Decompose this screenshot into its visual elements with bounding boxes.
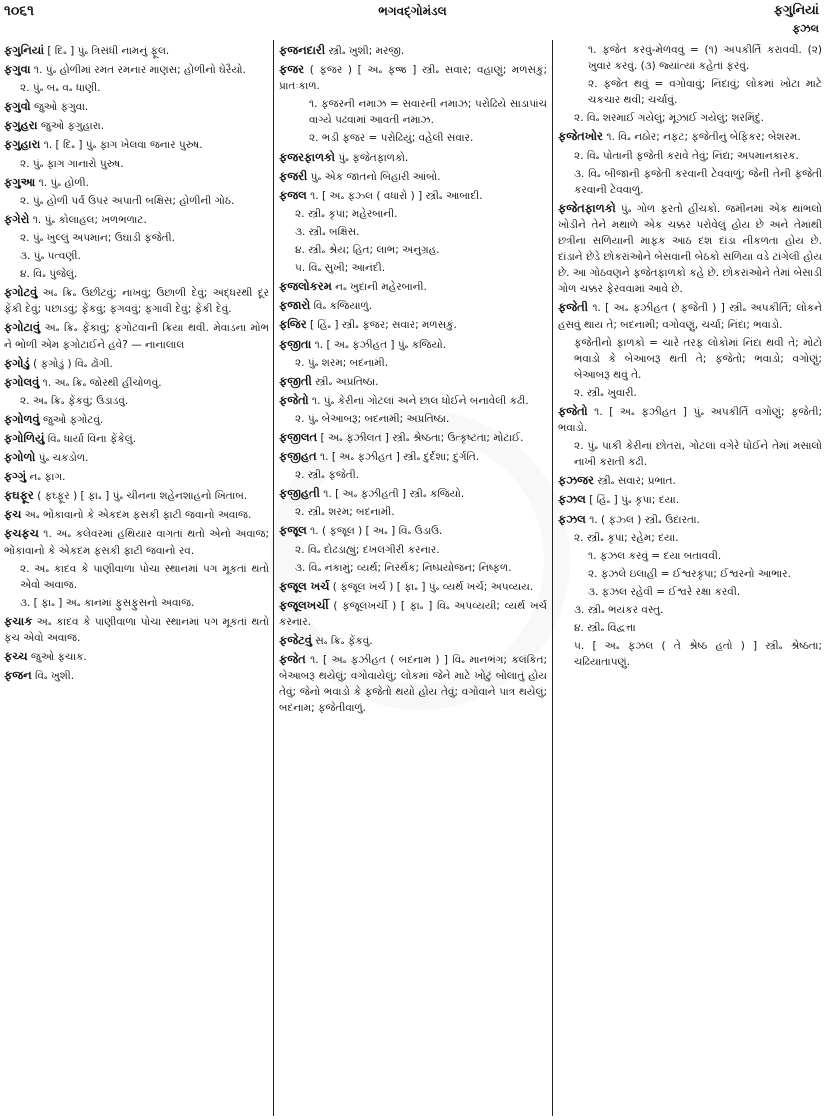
definition-text: ન૰ ફાગ. [26, 471, 66, 484]
entry-sense [4, 230, 269, 246]
headword: ફજેતખોર [558, 129, 603, 144]
headword: ફગોલવું [4, 374, 40, 389]
definition-text: ૧. અ૰ ક્રિ૰ જોરથી હીંચોળવું. [39, 376, 162, 389]
dictionary-entry [4, 319, 269, 352]
definition-text: ૪. વિ૰ પુંજેલું. [20, 268, 78, 281]
definition-text: ૨. પું૰ બ૰ વ૰ ધાણી. [20, 82, 101, 95]
definition-text: અ૰ ક્રિ૰ ફેંકાવું; ફગોટવાની ક્રિયા થવી. મેવાડના મોભ ને ભોળી એમ ફગોટાઈને હવે? — નાનાલાલ [4, 322, 269, 351]
definition-text: [ અ૰ ફઝીલત ] સ્ત્રી૰ શ્રેષ્ઠતા; ઉત્કૃષ્ટતા; મોટાઈ. [317, 431, 524, 444]
definition-text: ૩. પું૰ પત્વણી. [20, 250, 81, 263]
entry-sense [558, 620, 822, 636]
entry-sense [279, 206, 547, 222]
guide-word-sub: ફઝલ [792, 22, 819, 35]
entry-sense [558, 385, 822, 401]
definition-text: ૧. પું૰ હોળી. [35, 176, 89, 189]
definition-text: ૪. સ્ત્રી૰ વિદ્વત્તા [574, 622, 636, 635]
entry-sense [279, 96, 547, 128]
headword: ફગુનિયાં [4, 43, 45, 57]
headword: ફજારો [279, 298, 311, 313]
definition-text: ૧. પું૰ કેરીનાં ગોટલાં અને છાલ ધોઈને બનાવેલી કઢી. [308, 394, 529, 407]
definition-text: ૨. પું૰ ખુલ્લું અપમાન; ઉઘાડી ફજેતી. [20, 231, 175, 244]
headword: ફજીહત [279, 449, 317, 464]
entry-sense [4, 595, 269, 611]
dictionary-entry [4, 487, 269, 504]
dictionary-entry [4, 98, 269, 115]
definition-text: જુઓ ફગુહારા. [37, 120, 105, 133]
definition-text: [ દિ૰ ] પું૰ ત્રિસંધી નામનું ફૂલ. [44, 45, 170, 57]
definition-text: ૩. સ્ત્રી૰ ભયંકર વસ્તુ. [574, 604, 664, 616]
definition-text: ૪. સ્ત્રી૰ શ્રેય; હિત; લાભ; અનુગ્રહ. [295, 244, 440, 257]
dictionary-entry [4, 411, 269, 428]
headword: ફજલ [279, 187, 307, 202]
headword: ફગોટવું [4, 285, 38, 300]
dictionary-entry [4, 42, 269, 59]
dictionary-entry [279, 168, 547, 185]
definition-text: ૧. ફઝલ કરવું = દયા બતાવવી. [588, 549, 722, 562]
definition-text: ૨. સ્ત્રી૰ શરમ; બદનામી. [295, 506, 395, 519]
entry-sense [279, 504, 547, 520]
headword: ફજર [279, 62, 305, 77]
dictionary-entry [279, 651, 547, 716]
definition-text: જુઓ ફચાક. [27, 651, 87, 664]
dictionary-entry [4, 117, 269, 134]
dictionary-entry [279, 336, 547, 353]
entry-sense [279, 224, 547, 240]
definition-text: ૩. વિ૰ નકામું; વ્યર્થ; નિરર્થક; નિષ્પ્રયોજન; નિષ્ફળ. [295, 561, 512, 574]
column-divider [552, 40, 553, 1116]
definition-text: વિ૰ કજિયાળું. [310, 300, 373, 313]
definition-text: ૨. પું૰ પાકી કેરીનાં છોતરાં, ગોટલાં વગેરે ધોઈને તેમાં મસાલો નાખી કરાતી કઢી. [574, 440, 822, 469]
entry-sense [279, 560, 547, 576]
entry-sense [558, 602, 822, 618]
definition-text: અ૰ ભોંકાવાનો કે એકદમ ફસકી ફાટી જવાનો અવાજ. [21, 509, 252, 522]
dictionary-entry [279, 297, 547, 314]
dictionary-entry [279, 149, 547, 166]
headword: ફજેતો [558, 403, 588, 418]
definition-text: ૨. સ્ત્રી૰ ફજેતી. [295, 469, 360, 482]
definition-text: ૨. પું૰ બેઆબરૂ; બદનામી; અપ્રતિષ્ઠા. [295, 412, 450, 425]
headword: ફઝલ [558, 492, 586, 507]
definition-text: ૨. અ૰ ક્રિ૰ ફેંકવું; ઉડાડવું. [20, 394, 129, 407]
entry-sense [558, 638, 822, 670]
definition-text: ૨. ફજેત થવું = વગોવાવું; નિંદાવું; લોકમાં ખોટા માટે ચકચાર થવી; ચર્ચાવું. [588, 78, 822, 107]
definition-text: [ હિં૰ ] સ્ત્રી૰ ફજર; સવાર; મળસકું. [306, 319, 457, 332]
definition-text: ૩. [ ફા૰ ] અ૰ કાનમાં ફુસફુસનો અવાજ. [20, 596, 195, 609]
definition-text: ૧. પું૰ હોળીમાં રમત રમનાર માણસ; હોળીનો ઘેરૈયો. [30, 64, 246, 77]
headword: ફગ્ગું [4, 469, 27, 484]
dictionary-entry [558, 511, 822, 528]
definition-text: ૫. [ અ૰ ફઝલ ( તે શ્રેષ્ઠ હતો ) ] સ્ત્રી૰ શ્રેષ્ઠતા; ચઢિયાતાપણું. [574, 640, 822, 669]
definition-text: જુઓ ફગોટવું. [39, 413, 104, 426]
dictionary-entry [558, 299, 822, 332]
definition-text: ૧. [ અ૰ ફઝ્લ ( વધારો ) ] સ્ત્રી૰ આબાદી. [306, 189, 483, 202]
headword: ફજન [4, 668, 32, 683]
dictionary-entry [4, 211, 269, 228]
entry-sense [279, 542, 547, 558]
entry-sense [558, 584, 822, 600]
headword: ફચ્ચ [4, 649, 28, 664]
dictionary-entry [4, 468, 269, 485]
definition-text: ૨. પું૰ ફાગ ગાનારો પુરુષ. [20, 157, 124, 170]
entry-sense [558, 110, 822, 126]
dictionary-entry [4, 648, 269, 665]
definition-text: ન૰ ખુદાની મહેરબાની. [331, 281, 427, 294]
headword: ફજેત [279, 652, 306, 667]
headword: ફગોળવું [4, 411, 40, 426]
headword: ફજૂલખર્ચી [279, 597, 329, 612]
definition-text: ( ફજૂલખર્ચી ) [ ફા૰ ] વિ૰ અપવ્યયી; વ્યર્થ ખર્ચ કરનાર. [279, 599, 547, 628]
entry-sense [558, 42, 822, 74]
headword: ફજીતી [279, 373, 312, 388]
headword: ફગુવા [4, 62, 31, 77]
entry-sense [558, 438, 822, 470]
headword: ફઝલ [558, 511, 586, 526]
definition-text: ( ફજૂલ ખર્ચ ) [ ફા૰ ] પું૰ વ્યર્થ ખર્ચ; અપવ્યય. [329, 580, 534, 593]
headword: ફગુહારા [4, 137, 41, 152]
headword: ફજેતફાળકો [558, 200, 616, 215]
definition-text: ૧. [ અ૰ ફઝીહત ] પું૰ અપકીર્તિ વગોણું; ફજેતી; ભવાડો. [558, 405, 822, 435]
dictionary-entry [279, 392, 547, 409]
headword: ફગોળો [4, 450, 36, 465]
dictionary-entry [279, 522, 547, 539]
entry-sense [558, 566, 822, 582]
definition-text: ૧. પું૰ કોલાહલ; ખળભળાટ. [29, 213, 147, 226]
entry-sense [4, 80, 269, 96]
headword: ફગુહરા [4, 118, 38, 133]
definition-text: ૨. પું૰ શરમ; બદનામી. [295, 356, 389, 369]
definition-text: ૨. વિ૰ દોઢડાહ્યું; દખલગીરી કરનાર. [295, 543, 440, 556]
headword: ફજેતી [558, 300, 589, 315]
dictionary-entry [279, 448, 547, 465]
headword: ફજરફાળકો [279, 149, 336, 164]
headword: ફગુઆ [4, 174, 36, 189]
definition-text: ૧. [ દિ૰ ] પું૰ ફાગ ખેલવા જનાર પુરુષ. [40, 139, 203, 152]
entry-sense [279, 242, 547, 258]
definition-text: સ્ત્રી૰ ખુશી; મરજી. [325, 45, 405, 57]
dictionary-entry [558, 472, 822, 489]
entry-sense [4, 561, 269, 593]
definition-text: વિ૰ ધાર્યા વિના ફેંકેલું. [44, 432, 137, 445]
dictionary-entry [4, 174, 269, 191]
definition-text: પું૰ એક જાતનો બિહારી આંબો. [307, 170, 441, 183]
definition-text: ૨. ભડી ફજર = પરોઢિયું; વહેલી સવાર. [309, 132, 474, 145]
definition-text: પું૰ ગોળ ફરતો હીંચકો. જમીનમાં એક થાંભલો ખોડીને તેને મથાળે એક ચક્કર પરોવેલું હોય છે અને તેમાંથી છત્રીના સળિયાની માફક આઠ દશ દાંડા નીકળતા હોય છે. દાંડાને છેડે છોકરાંઓને બેસવાની બેઠકો સળિયા વડે ટાંગેલી હોય છે. આ ગોઠવણને ફજેતફાળકો કહે છે. છોકરાંઓને તેમાં બેસાડી ગોળ ચક્કર ફેરવવામાં આવે છે. [558, 202, 822, 296]
definition-text: ( ફગોડું ) વિ૰ ઢોંગી. [29, 357, 113, 370]
entry-sense [4, 248, 269, 264]
column-2 [279, 42, 547, 1116]
dictionary-entry [4, 61, 269, 78]
entry-sense [4, 266, 269, 282]
column-divider [273, 40, 274, 1116]
definition-text: ૧. [ અ૰ ફઝીહત ( બદનામ ) ] વિ૰ માનભંગ; કલંકિત; બેઆબરૂ થયેલું; વગોવાયેલું; લોકમાં જેને માટે ખોટું બોલાતું હોય તેવું; જેનો ભવાડો કે ફજેતો થયો હોય તેવું; વગોવાને પાત્ર થયેલું; બદનામ; ફજેતીવાળું. [279, 654, 547, 715]
entry-sense [558, 148, 822, 164]
headword: ફજીલત [279, 429, 318, 444]
definition-text: ૫. વિ૰ સુખી; આનંદી. [295, 262, 386, 275]
headword: ફજરી [279, 168, 308, 183]
headword: ફજીતા [279, 336, 312, 351]
dictionary-entry [4, 355, 269, 372]
entry-sense [558, 530, 822, 546]
dictionary-entry [279, 429, 547, 446]
dictionary-entry [279, 42, 547, 59]
dictionary-entry [279, 61, 547, 94]
definition-text: જુઓ ફગુવા. [30, 101, 89, 114]
definition-text: ૨. પું૰ હોળી પર્વ ઉપર અપાતી બક્ષિસ; હોળીની ગોઠ. [20, 194, 235, 207]
dictionary-entry [4, 525, 269, 558]
dictionary-entry [4, 430, 269, 447]
definition-text: પું૰ ફજેતફાળકો. [335, 151, 409, 164]
headword: ફગુવો [4, 99, 31, 114]
entry-sense [279, 260, 547, 276]
entry-sense [558, 548, 822, 564]
headword: ફજિર [279, 317, 307, 332]
dictionary-entry [4, 667, 269, 684]
headword: ફજનદારી [279, 43, 326, 57]
dictionary-entry [558, 128, 822, 145]
dictionary-entry [4, 506, 269, 523]
definition-text: ૧. ફજરની નમાઝ = સવારની નમાઝ; પરોઢિયે સાડાપાંચ વાગ્યે પઢવામાં આવતી નમાઝ. [309, 98, 547, 127]
dictionary-entry [279, 632, 547, 649]
headword: ફગોડું [4, 355, 30, 370]
definition-text: ૧. ( ફજૂલ ) [ અ૰ ] વિ૰ ઉડાઉ. [306, 525, 443, 538]
definition-text: ૧. વિ૰ નઠોર; નફટ; ફજેતીનું બેફિકર; બેશરમ. [603, 131, 801, 144]
dictionary-entry [279, 485, 547, 502]
definition-text: વિ૰ ખુશી. [31, 670, 75, 683]
headword: ફજલોકરમ [279, 279, 332, 294]
definition-text: અ૰ કાદવ કે પાણીવાળા પોચા સ્થાનમાં પગ મૂકતાં થતો ફચ એવો અવાજ. [4, 615, 269, 644]
definition-text: ૨. વિ૰ પોતાની ફજેતી કરાવે તેવું; નિંદ્ય; અપમાનકારક. [574, 149, 799, 162]
entry-sense [4, 156, 269, 172]
dictionary-entry [279, 278, 547, 295]
entry-sense [279, 411, 547, 427]
definition-text: સ્ત્રી૰ સવાર; પ્રભાત. [594, 475, 676, 488]
dictionary-entry [4, 284, 269, 317]
entry-sense [558, 76, 822, 108]
page-header [0, 0, 825, 35]
definition-text: અ૰ ક્રિ૰ ઉછીટવું; નાખવું; ઉછાળી દેવું; અદ્ધરથી દૂર ફેંકી દેવું; પછાડવું; ફેંકવું; ફગવવું; ફગાવી દેવું; ફેંકી દેવું. [4, 287, 269, 316]
headword: ફચ [4, 507, 22, 522]
definition-text: સ્ત્રી૰ અપ્રતિષ્ઠા. [311, 375, 379, 388]
definition-text: ૧. [ અ૰ ફઝીહત ( ફજેતી ) ] સ્ત્રી૰ અપકીર્તિ; લોકને હસવું થાય તે; બદનામી; વગોવણું, ચર્ચા; નિંદા; ભવાડો. [558, 302, 822, 331]
definition-text: ( ફઘ્ફૂર ) [ ફા૰ ] પું૰ ચીનના શહેનશાહનો ખિતાબ. [33, 490, 248, 503]
headword: ફજેટવું [279, 633, 312, 647]
definition-text: ૧. ફજેત કરવું-મેળવવું = (૧) અપકીર્તિ કરાવવી. (૨) ખુવાર કરવું. (૩) જ્યાંત્યાં કહેતાં ફરવું. [588, 44, 822, 73]
dictionary-entry [279, 597, 547, 630]
definition-text: ૩. સ્ત્રી૰ બક્ષિસ. [295, 225, 360, 238]
guide-word: ફગુનિયાં [773, 3, 819, 18]
definition-text: ૨. સ્ત્રી૰ કૃપા; રહેમ; દયા. [574, 531, 679, 544]
dictionary-entry [4, 136, 269, 153]
definition-text: ૨. સ્ત્રી૰ ખુવારી. [574, 386, 637, 399]
page-title: ભગવદ્ગોમંડલ [378, 4, 447, 18]
dictionary-entry [558, 200, 822, 298]
dictionary-entry [279, 316, 547, 333]
headword: ફઘફૂર [4, 488, 34, 503]
definition-text: ૩. ફઝલ રહેવી = ઈશ્વરે રક્ષા કરવી. [588, 585, 741, 598]
entry-sense [4, 393, 269, 409]
headword: ફજીહતી [279, 486, 320, 501]
definition-text: ૨. વિ૰ શરમાઈ ગયેલું; મૂંઝાઈ ગયેલું; શરમિંદું. [574, 112, 764, 125]
definition-text: ૧. [ અ૰ ફઝીહત ] સ્ત્રી૰ દુર્દશા; દુર્ગતિ. [316, 451, 480, 464]
headword: ફચાક [4, 613, 33, 628]
dictionary-entry [279, 187, 547, 204]
entry-sense [279, 467, 547, 483]
headword: ફજૂલ [279, 523, 307, 538]
column-1 [4, 42, 269, 1116]
definition-text: ૧. ( ફઝ્લ ) સ્ત્રી૰ ઉદારતા. [585, 513, 700, 526]
definition-text: ૧. [ અ૰ ફઝીહત ] પું૰ કજિયો. [311, 338, 447, 351]
definition-text: [ હિં૰ ] પું૰ કૃપા; દયા. [585, 494, 680, 507]
definition-text: ૧. [ અ૰ ફઝીહતી ] સ્ત્રી૰ કજિયો. [319, 488, 465, 501]
definition-text: ૩. વિ૰ બીજાની ફજેતી કરવાની ટેવવાળું; જેની તેની ફજેતી કરવાની ટેવવાળું. [574, 167, 822, 196]
definition-text: ફજેતીનો ફાળકો = ચારે તરફ લોકોમાં નિંદા થવી તે; મોટો ભવાડો કે બેઆબરૂ થતી તે; ફજેતો; ભવાડો; વગોણું; બેઆબરૂ થવું તે. [574, 336, 822, 381]
dictionary-entry [558, 403, 822, 436]
definition-text: સ૰ ક્રિ૰ ફેંકવું. [311, 635, 373, 647]
definition-text: ૨. અ૰ કાદવ કે પાણીવાળા પોચા સ્થાનમાં પગ મૂકતાં થતો એવો અવાજ. [20, 562, 269, 591]
entry-sense [279, 355, 547, 371]
entry-sense [558, 166, 822, 198]
headword: ફજેતો [279, 392, 309, 407]
headword: ફઝજર [558, 473, 595, 488]
headword: ફચફચ [4, 526, 39, 541]
dictionary-entry [4, 374, 269, 391]
dictionary-entry [558, 491, 822, 508]
dictionary-entry [279, 578, 547, 595]
definition-text: ( ફજર ) [ અ૰ ફજ્ર ] સ્ત્રી૰ સવાર; વહાણું; મળસકું; પ્રાતઃકાળ. [279, 64, 547, 93]
definition-text: ૨. સ્ત્રી૰ કૃપા; મહેરબાની. [295, 207, 398, 220]
entry-sense [558, 335, 822, 383]
column-3 [558, 42, 822, 1116]
definition-text: પું૰ ચકડોળ. [35, 452, 89, 465]
dictionary-entry [4, 449, 269, 466]
definition-text: ૨. ફઝલે ઇલાહી = ઈશ્વરકૃપા; ઈશ્વરનો આભાર. [588, 567, 791, 580]
dictionary-entry [279, 373, 547, 390]
entry-sense [4, 193, 269, 209]
definition-text: ૧. અ૰ કલેવરમાં હથિયાર વાગતાં થતો એનો અવાજ; ભોંકાવાનો કે એકદમ ફસકી ફાટી જવાનો રવ. [4, 528, 269, 557]
dictionary-entry [4, 613, 269, 646]
page-number: ૧૦૬૧ [4, 3, 34, 19]
headword: ફગેરો [4, 211, 30, 226]
headword: ફજૂલ ખર્ચ [279, 578, 330, 593]
entry-sense [279, 130, 547, 146]
headword: ફગોળિયું [4, 430, 45, 445]
headword: ફગોટાવું [4, 320, 41, 335]
